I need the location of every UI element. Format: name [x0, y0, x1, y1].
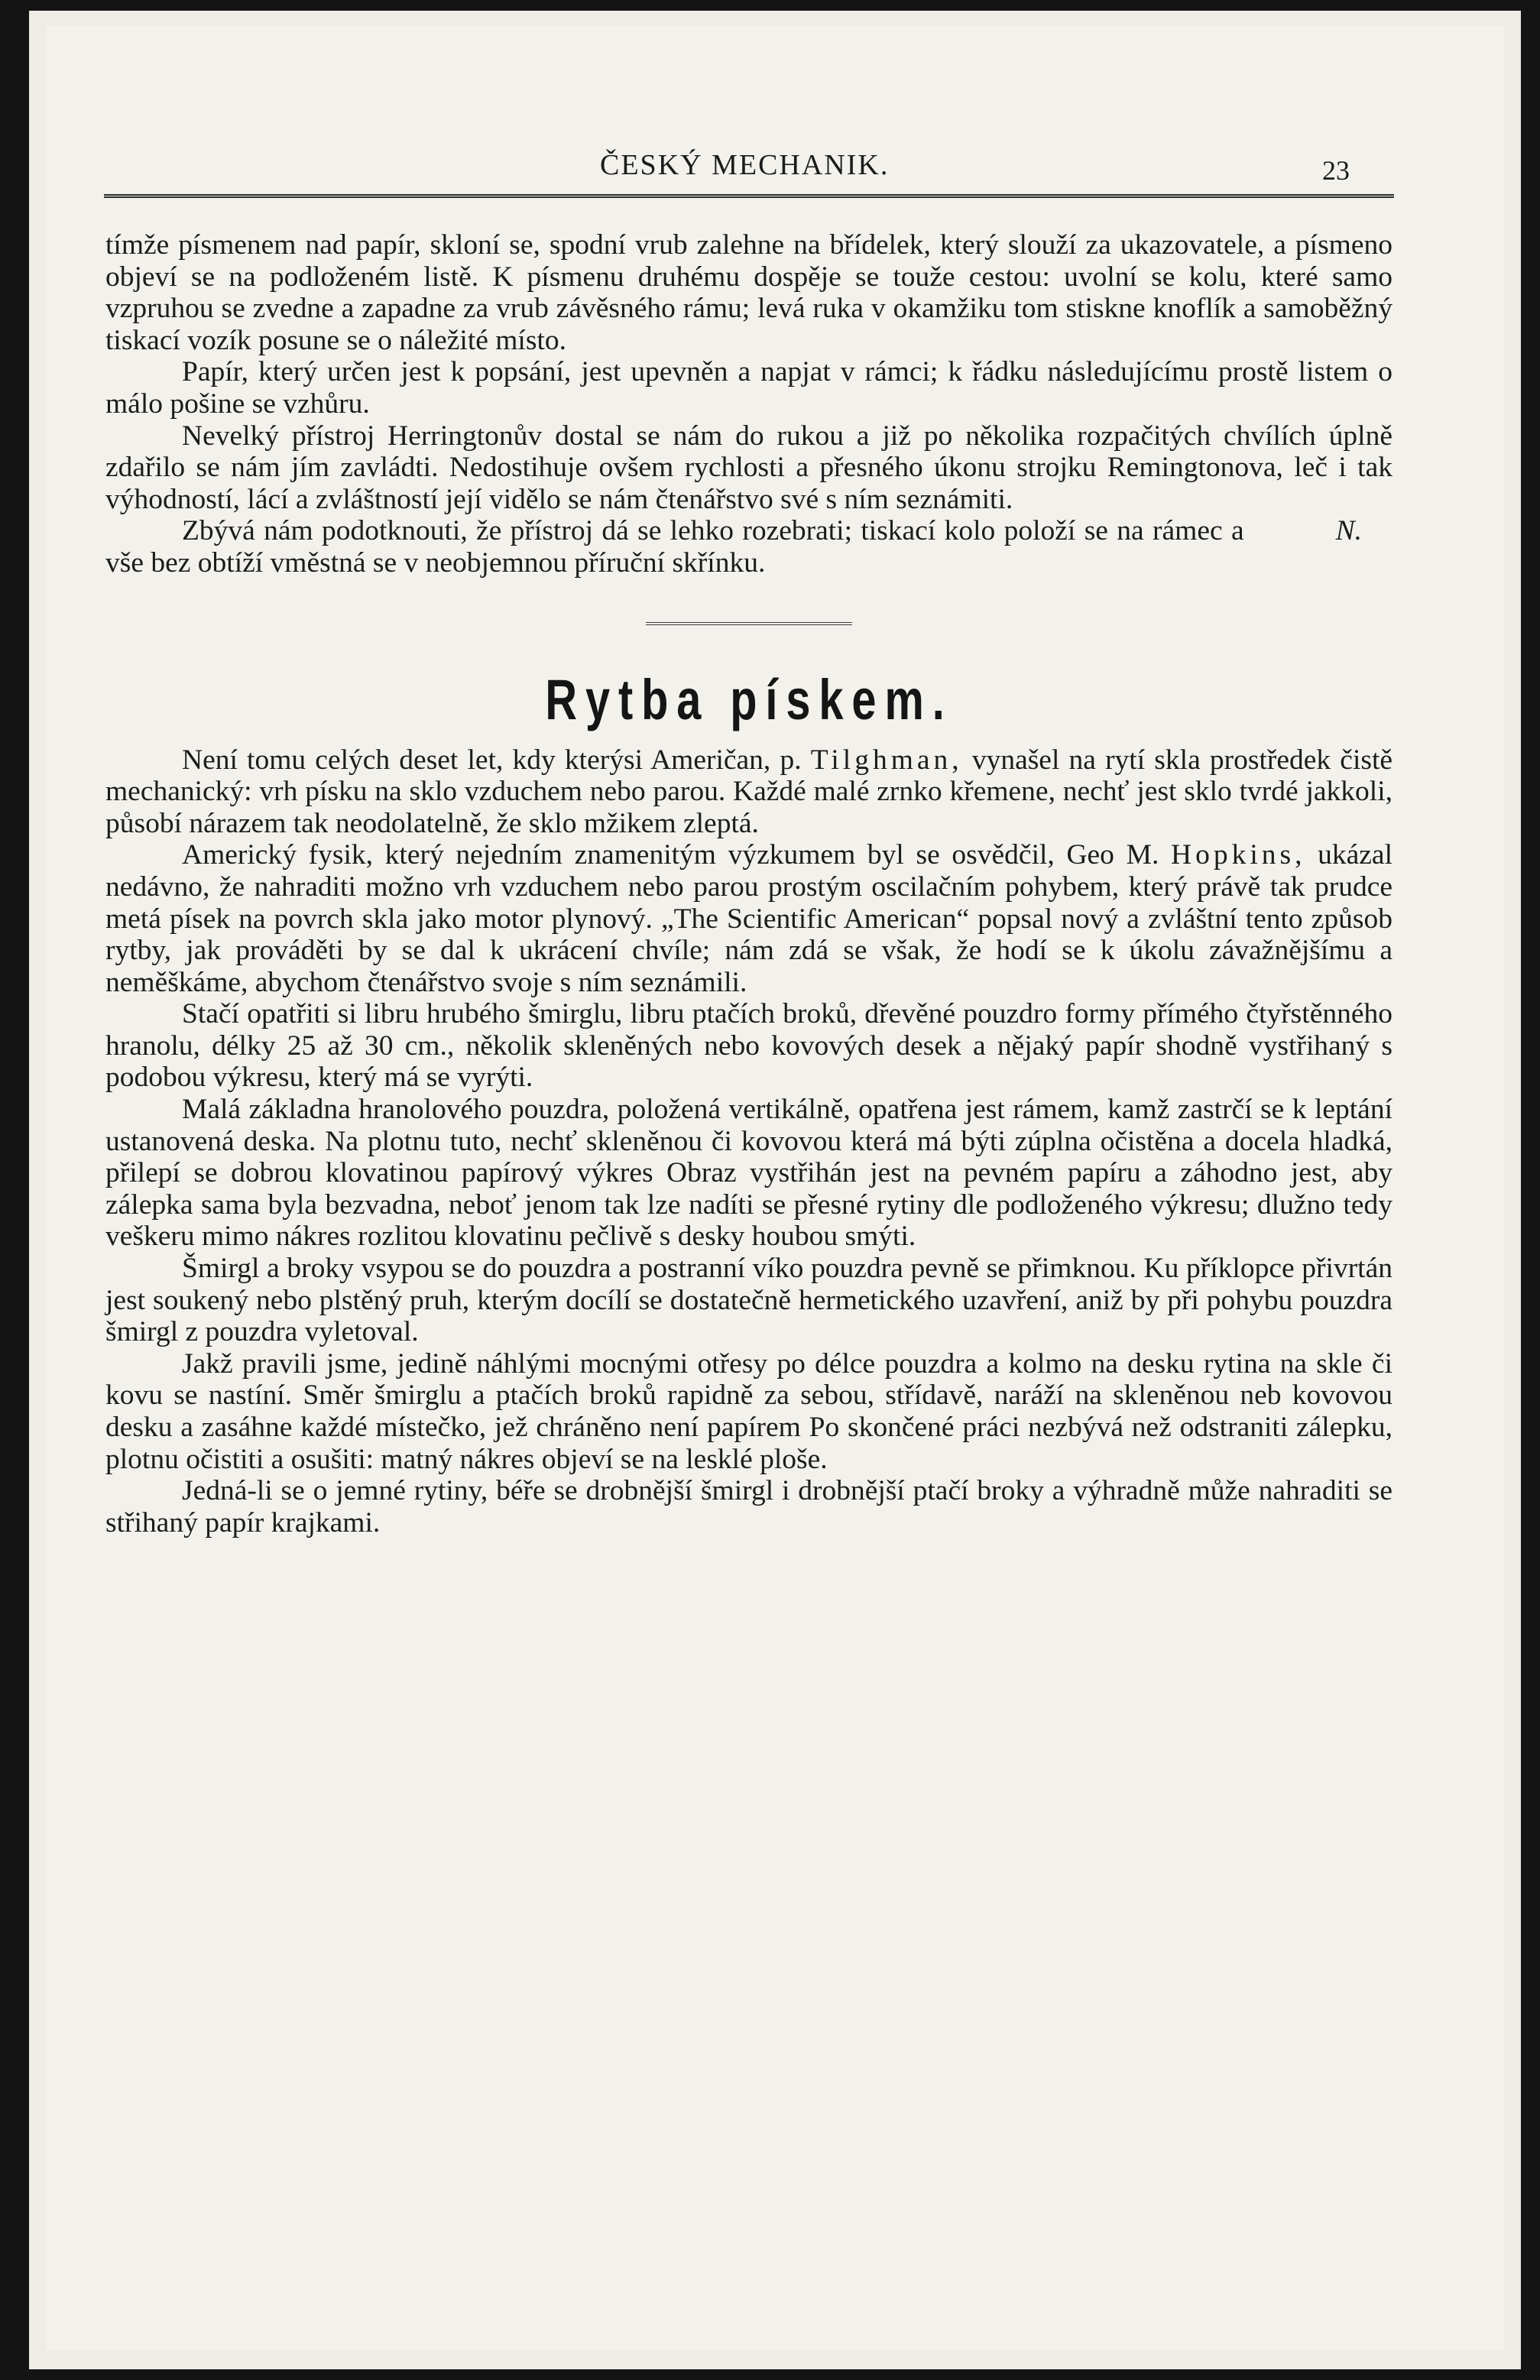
article1-paragraph-3: Nevelký přístroj Herringtonův dostal se nám do rukou a již po několika rozpačitých chvílích úplně zdařilo se nám jím zavládti. Nedostihuje ovšem rychlosti a přesného úkonu strojku Remingtonova, leč i tak výhodností, lácí a zvláštností její vidělo se nám čtenářstvo své s ním seznámiti. [105, 420, 1392, 515]
article2-paragraph-2 [105, 839, 1392, 998]
article1-paragraph-4 [105, 515, 1392, 579]
header-rule [104, 194, 1394, 198]
article2-p2-start: Americký fysik, který nejedním znamenitým výzkumem byl se osvědčil, Geo M. [182, 839, 1159, 871]
author-signature: N. [1335, 515, 1362, 547]
article2-paragraph-7: Jedná-li se o jemné rytiny, béře se drobnější šmirgl i drobnější ptačí broky a výhradně může nahraditi se střihaný papír krajkami. [105, 1475, 1392, 1539]
article2-paragraph-4: Malá základna hranolového pouzdra, položená vertikálně, opatřena jest rámem, kamž zastrčí se k leptání ustanovená deska. Na plotnu tuto, nechť skleněnou či kovovou která má býti zúplna očistěna a docela hladká, přilepí se dobrou klovatinou papírový výkres Obraz vystřihán jest na pevném papíru a záhodno jest, aby zálepka sama byla bezvadna, neboť jenom tak lze nadíti se přesné rytiny dle podloženého výkresu; dlužno tedy veškeru mimo nákres rozlitou klovatinu pečlivě s desky houbou smýti. [105, 1094, 1392, 1253]
article1-paragraph-1: tímže písmenem nad papír, skloní se, spodní vrub zalehne na břídelek, který slouží za ukazovatele, a písmeno objeví se na podloženém listě. K písmenu druhému dospěje se touže cestou: uvolní se kolu, které samo vzpruhou se zvedne a zapadne za vrub závěsného rámu; levá ruka v okamžiku tom stiskne knoflík a samoběžný tiskací vozík posune se o náležité místo. [105, 229, 1392, 356]
page-number: 23 [1322, 155, 1350, 186]
article2-p1-start: Není tomu celých deset let, kdy kterýsi Američan, p. [182, 744, 802, 776]
article2-paragraph-6: Jakž pravili jsme, jedině náhlými mocnými otřesy po délce pouzdra a kolmo na desku rytina na skle či kovu se nastíní. Směr šmirglu a ptačích broků rapidně za sebou, střídavě, naráží na skleněnou neb kovovou desku a zasáhne každé místečko, jež chráněno není papírem Po skončené práci nezbývá než odstraniti zálepku, plotnu očistiti a osušiti: matný nákres objeví se na lesklé ploše. [105, 1347, 1392, 1475]
article1-paragraph-4-text: Zbývá nám podotknouti, že přístroj dá se lehko rozebrati; tiskací kolo položí se na rámec a vše bez obtíží vměstná se v neobjemnou příruční skřínku. [105, 515, 1244, 579]
article2-p1-end: vynašel na rytí skla prostředek čistě mechanický: vrh písku na sklo vzduchem nebo parou. Každé malé zrnko křemene, nechť jest sklo tvrdé jakkoli, působí nárazem tak neodolatelně, že sklo mžikem zleptá. [105, 744, 1393, 839]
section-divider [646, 622, 852, 625]
article-title: Rytba pískem. [545, 667, 953, 731]
page-content [105, 229, 1392, 1539]
person-name-tilghman: Tilghman, [810, 744, 963, 776]
article2-paragraph-5: Šmirgl a broky vsypou se do pouzdra a postranní víko pouzdra pevně se přimknou. Ku příklopce přivrtán jest soukený nebo plstěný pruh, kterým docílí se dostatečně hermetického uzavření, aniž by při pohybu pouzdra šmirgl z pouzdra vyletoval. [105, 1253, 1392, 1348]
article2-paragraph-1 [105, 744, 1392, 840]
running-header [0, 131, 1540, 208]
journal-title: ČESKÝ MECHANIK. [600, 149, 890, 181]
article1-paragraph-2: Papír, který určen jest k popsání, jest upevněn a napjat v rámci; k řádku následujícímu prostě listem o málo pošine se vzhůru. [105, 356, 1392, 420]
article2-p2-end: ukázal nedávno, že nahraditi možno vrh vzduchem nebo parou prostým oscilačním pohybem, který právě tak prudce metá písek na povrch skla jako motor plynový. „The Scientific American“ popsal nový a zvláštní tento způsob rytby, jak prováděti by se dal k ukrácení chvíle; nám zdá se však, že hodí se k úkolu závažnějšímu a neměškáme, abychom čtenářstvo svoje s ním seznámili. [105, 839, 1392, 998]
article2-paragraph-3: Stačí opatřiti si libru hrubého šmirglu, libru ptačích broků, dřevěné pouzdro formy přímého čtyřstěnného hranolu, délky 25 až 30 cm., několik skleněných nebo kovových desek a nějaký papír shodně vystřihaný s podobou výkresu, který má se vyrýti. [105, 998, 1392, 1094]
person-name-hopkins: Hopkins, [1171, 839, 1306, 871]
